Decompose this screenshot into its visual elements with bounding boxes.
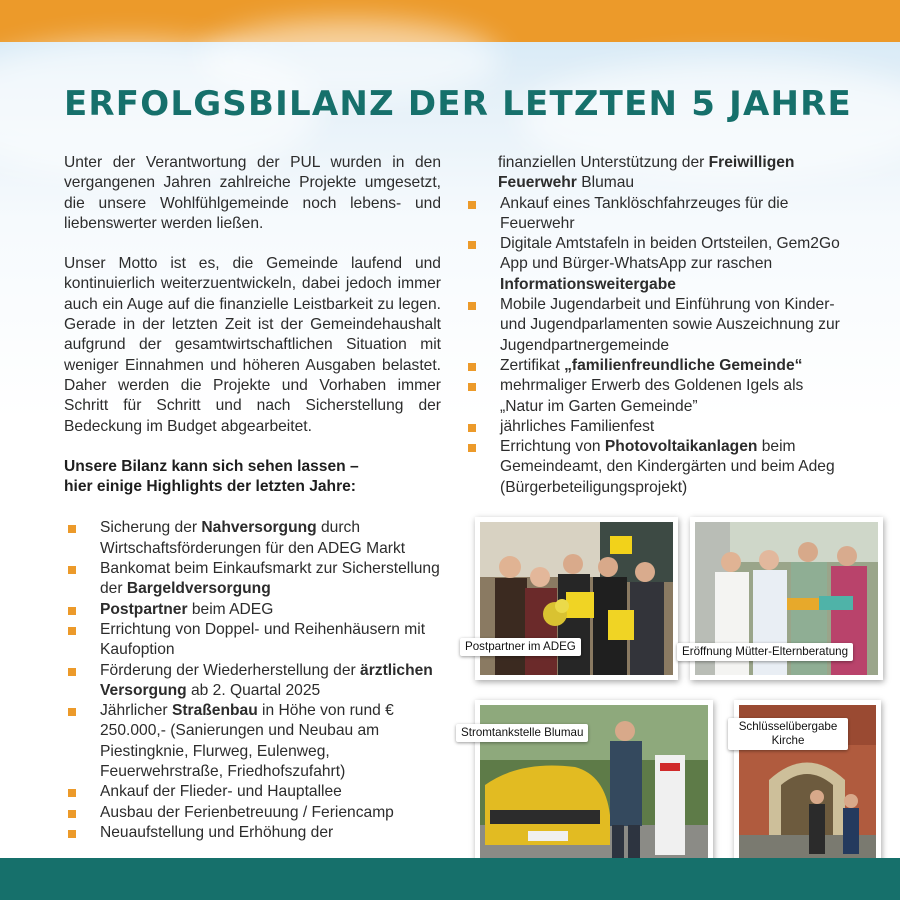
orange-square-bullet-icon <box>468 424 476 432</box>
list-item: Sicherung der Nahversorgung durch Wirtschaftsförderungen für den ADEG Markt <box>64 518 441 559</box>
list-item: Mobile Jugendarbeit und Einführung von Kinder- und Jugendparlamenten sowie Auszeichnung zur Jugendpartnergemeinde <box>464 295 842 356</box>
orange-square-bullet-icon <box>468 201 476 209</box>
list-item: mehrmaliger Erwerb des Goldenen Igels als „Natur im Garten Gemeinde” <box>464 376 842 417</box>
highlights-heading <box>64 457 441 498</box>
photo-caption-eroeffnung: Eröffnung Mütter-Elternberatung <box>677 643 853 661</box>
orange-square-bullet-icon <box>68 810 76 818</box>
list-item: Digitale Amtstafeln in beiden Ortsteilen, Gem2Go App und Bürger-WhatsApp zur raschen Informationsweitergabe <box>464 234 842 295</box>
orange-square-bullet-icon <box>468 241 476 249</box>
photo-caption-schluesseluebergabe <box>728 718 848 750</box>
list-item-continuation: finanziellen Unterstützung der Freiwilligen Feuerwehr Blumau <box>498 154 795 192</box>
intro-paragraph-2: Unser Motto ist es, die Gemeinde laufend und kontinuierlich weiterzuentwickeln, dabei jedoch immer auch ein Auge auf die finanzielle Leistbarkeit zu legen. Gerade in der letzten Zeit ist der Gemeindehaushalt aufgrund der gesamtwirtschaftlichen Situation mit weniger Einnahmen und höheren Ausgaben belastet. Daher werden die Projekte und Vorhaben immer Schritt für Schritt und nach Sicherstellung der Bedeckung im Budget abgearbeitet. <box>64 255 441 435</box>
list-item: Postpartner beim ADEG <box>64 600 441 620</box>
orange-square-bullet-icon <box>68 830 76 838</box>
orange-square-bullet-icon <box>68 668 76 676</box>
orange-square-bullet-icon <box>68 566 76 574</box>
photo-caption-schluessel-line-1: Schlüsselübergabe <box>738 720 838 733</box>
list-item: Zertifikat „familienfreundliche Gemeinde“ <box>464 356 842 376</box>
orange-square-bullet-icon <box>468 363 476 371</box>
photo-caption-schluessel-line-2: Kirche <box>771 734 805 747</box>
page-title: ERFOLGSBILANZ DER LETZTEN 5 JAHRE <box>64 84 852 124</box>
list-item: Ankauf der Flieder- und Hauptallee <box>64 782 441 802</box>
list-item: Ausbau der Ferienbetreuung / Feriencamp <box>64 803 441 823</box>
highlights-list-right <box>464 194 842 498</box>
list-item: Ankauf eines Tanklöschfahrzeuges für die Feuerwehr <box>464 194 842 235</box>
orange-square-bullet-icon <box>68 607 76 615</box>
highlights-heading-line-2: hier einige Highlights der letzten Jahre: <box>64 478 357 496</box>
highlights-heading-line-1: Unsere Bilanz kann sich sehen lassen – <box>64 457 359 475</box>
left-column <box>64 153 441 843</box>
photo-caption-stromtankstelle: Stromtankstelle Blumau <box>456 724 588 742</box>
photo-caption-postpartner: Postpartner im ADEG <box>460 638 581 656</box>
list-item: jährliches Familienfest <box>464 417 842 437</box>
orange-square-bullet-icon <box>68 789 76 797</box>
highlights-list-left <box>64 518 441 843</box>
list-item: Errichtung von Doppel- und Reihenhäusern mit Kaufoption <box>64 620 441 661</box>
orange-square-bullet-icon <box>468 444 476 452</box>
bottom-teal-bar <box>0 858 900 900</box>
list-item: Neuaufstellung und Erhöhung der <box>64 823 441 843</box>
list-item: Jährlicher Straßenbau in Höhe von rund € 250.000,- (Sanierungen und Neubau am Piestingknie, Flurweg, Eulenweg, Feuerwehrstraße, Friedhofszufahrt) <box>64 701 441 782</box>
orange-square-bullet-icon <box>68 708 76 716</box>
intro-paragraph-1: Unter der Verantwortung der PUL wurden in den vergangenen Jahren zahlreiche Projekte umgesetzt, die unsere Wohlfühlgemeinde noch lebens- und liebenswerter werden ließen. <box>64 154 441 232</box>
orange-square-bullet-icon <box>468 383 476 391</box>
list-item: Förderung der Wiederherstellung der ärztlichen Versorgung ab 2. Quartal 2025 <box>64 661 441 702</box>
orange-square-bullet-icon <box>468 302 476 310</box>
right-column <box>464 153 842 498</box>
list-item: Bankomat beim Einkaufsmarkt zur Sicherstellung der Bargeldversorgung <box>64 559 441 600</box>
orange-square-bullet-icon <box>68 525 76 533</box>
list-item: Errichtung von Photovoltaikanlagen beim Gemeindeamt, den Kindergärten und beim Adeg (Bürgerbeteiligungsprojekt) <box>464 437 842 498</box>
orange-square-bullet-icon <box>68 627 76 635</box>
